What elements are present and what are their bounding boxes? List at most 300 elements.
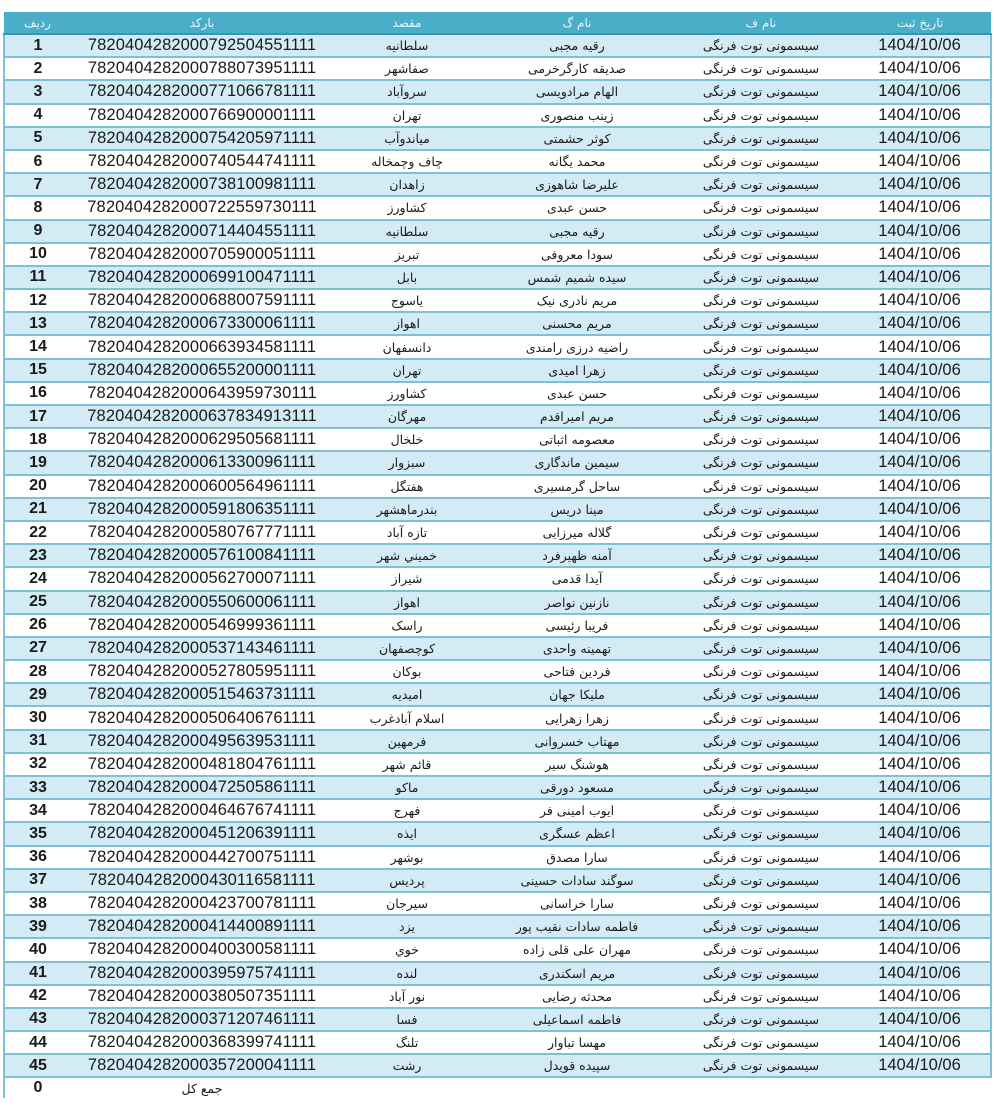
row-number-cell: 14 (4, 335, 71, 358)
total-empty-cell (481, 1077, 673, 1098)
barcode-cell: 7820404282000629505681111 (71, 428, 333, 451)
date-cell: 1404/10/06 (849, 104, 991, 127)
table-row (4, 335, 991, 358)
first-name-cell: سیسمونی توت فرنگی (673, 567, 849, 590)
date-cell: 1404/10/06 (849, 869, 991, 892)
table-header-row (4, 12, 991, 34)
date-cell: 1404/10/06 (849, 660, 991, 683)
total-empty-cell (673, 1077, 849, 1098)
row-number-cell: 20 (4, 475, 71, 498)
row-number-cell: 31 (4, 730, 71, 753)
barcode-cell: 7820404282000688007591111 (71, 289, 333, 312)
date-cell: 1404/10/06 (849, 335, 991, 358)
first-name-cell: سیسمونی توت فرنگی (673, 591, 849, 614)
first-name-cell: سیسمونی توت فرنگی (673, 312, 849, 335)
barcode-cell: 7820404282000481804761111 (71, 753, 333, 776)
destination-cell: ماکو (333, 776, 481, 799)
row-number-cell: 8 (4, 196, 71, 219)
last-name-cell: ایوب امینی فر (481, 799, 673, 822)
destination-cell: مهرگان (333, 405, 481, 428)
table-row (4, 80, 991, 103)
date-cell: 1404/10/06 (849, 892, 991, 915)
table-row (4, 451, 991, 474)
barcode-cell: 7820404282000562700071111 (71, 567, 333, 590)
last-name-cell: سیده شمیم شمس (481, 266, 673, 289)
barcode-cell: 7820404282000506406761111 (71, 706, 333, 729)
row-number-cell: 19 (4, 451, 71, 474)
row-number-cell: 38 (4, 892, 71, 915)
table-row (4, 915, 991, 938)
total-empty-cell (333, 1077, 481, 1098)
barcode-cell: 7820404282000766900001111 (71, 104, 333, 127)
destination-cell: یاسوج (333, 289, 481, 312)
destination-cell: یزد (333, 915, 481, 938)
row-number-cell: 18 (4, 428, 71, 451)
destination-cell: تبریز (333, 243, 481, 266)
destination-cell: کشاورز (333, 196, 481, 219)
barcode-cell: 7820404282000600564961111 (71, 475, 333, 498)
row-number-cell: 16 (4, 382, 71, 405)
destination-cell: چاف وچمخاله (333, 150, 481, 173)
total-label: جمع کل (71, 1077, 333, 1098)
barcode-cell: 7820404282000414400891111 (71, 915, 333, 938)
first-name-cell: سیسمونی توت فرنگی (673, 730, 849, 753)
first-name-cell: سیسمونی توت فرنگی (673, 753, 849, 776)
destination-cell: بندرماهشهر (333, 498, 481, 521)
last-name-cell: کوثر حشمتی (481, 127, 673, 150)
row-number-cell: 24 (4, 567, 71, 590)
table-row (4, 475, 991, 498)
last-name-cell: نازنین نواصر (481, 591, 673, 614)
barcode-cell: 7820404282000400300581111 (71, 938, 333, 961)
first-name-cell: سیسمونی توت فرنگی (673, 1008, 849, 1031)
barcode-cell: 7820404282000368399741111 (71, 1031, 333, 1054)
barcode-cell: 7820404282000792504551111 (71, 34, 333, 57)
barcode-cell: 7820404282000464676741111 (71, 799, 333, 822)
destination-cell: بابل (333, 266, 481, 289)
row-number-cell: 40 (4, 938, 71, 961)
date-cell: 1404/10/06 (849, 289, 991, 312)
first-name-cell: سیسمونی توت فرنگی (673, 57, 849, 80)
table-row (4, 57, 991, 80)
table-row (4, 150, 991, 173)
table-row (4, 1008, 991, 1031)
last-name-cell: فردین فتاحی (481, 660, 673, 683)
header-row-number: ردیف (4, 12, 71, 34)
row-number-cell: 3 (4, 80, 71, 103)
destination-cell: سلطانیه (333, 34, 481, 57)
last-name-cell: فاطمه سادات نقیب پور (481, 915, 673, 938)
last-name-cell: مریم نادری نیک (481, 289, 673, 312)
first-name-cell: سیسمونی توت فرنگی (673, 243, 849, 266)
table-row (4, 799, 991, 822)
last-name-cell: الهام مرادویسی (481, 80, 673, 103)
destination-cell: صفاشهر (333, 57, 481, 80)
barcode-cell: 7820404282000663934581111 (71, 335, 333, 358)
row-number-cell: 43 (4, 1008, 71, 1031)
date-cell: 1404/10/06 (849, 985, 991, 1008)
first-name-cell: سیسمونی توت فرنگی (673, 822, 849, 845)
table-row (4, 173, 991, 196)
first-name-cell: سیسمونی توت فرنگی (673, 405, 849, 428)
destination-cell: نور آباد (333, 985, 481, 1008)
row-number-cell: 13 (4, 312, 71, 335)
date-cell: 1404/10/06 (849, 80, 991, 103)
table-row (4, 359, 991, 382)
destination-cell: فهرج (333, 799, 481, 822)
first-name-cell: سیسمونی توت فرنگی (673, 173, 849, 196)
first-name-cell: سیسمونی توت فرنگی (673, 614, 849, 637)
barcode-cell: 7820404282000580767771111 (71, 521, 333, 544)
destination-cell: ایذه (333, 822, 481, 845)
destination-cell: تازه آباد (333, 521, 481, 544)
row-number-cell: 25 (4, 591, 71, 614)
first-name-cell: سیسمونی توت فرنگی (673, 776, 849, 799)
date-cell: 1404/10/06 (849, 614, 991, 637)
last-name-cell: مهران علی قلی زاده (481, 938, 673, 961)
barcode-cell: 7820404282000576100841111 (71, 544, 333, 567)
date-cell: 1404/10/06 (849, 451, 991, 474)
row-number-cell: 22 (4, 521, 71, 544)
table-row (4, 521, 991, 544)
barcode-cell: 7820404282000442700751111 (71, 846, 333, 869)
date-cell: 1404/10/06 (849, 196, 991, 219)
last-name-cell: زهرا امیدی (481, 359, 673, 382)
table-row (4, 869, 991, 892)
last-name-cell: مسعود دورقی (481, 776, 673, 799)
last-name-cell: معصومه اثباتی (481, 428, 673, 451)
date-cell: 1404/10/06 (849, 521, 991, 544)
row-number-cell: 33 (4, 776, 71, 799)
barcode-cell: 7820404282000546999361111 (71, 614, 333, 637)
last-name-cell: سپیده قویدل (481, 1054, 673, 1077)
last-name-cell: آیدا قدمی (481, 567, 673, 590)
barcode-cell: 7820404282000527805951111 (71, 660, 333, 683)
shipment-table (3, 12, 992, 1098)
date-cell: 1404/10/06 (849, 498, 991, 521)
first-name-cell: سیسمونی توت فرنگی (673, 127, 849, 150)
first-name-cell: سیسمونی توت فرنگی (673, 498, 849, 521)
destination-cell: فسا (333, 1008, 481, 1031)
table-row (4, 892, 991, 915)
last-name-cell: مریم اسکندری (481, 962, 673, 985)
destination-cell: خميني شهر (333, 544, 481, 567)
table-row (4, 266, 991, 289)
first-name-cell: سیسمونی توت فرنگی (673, 150, 849, 173)
last-name-cell: سوگند سادات حسینی (481, 869, 673, 892)
last-name-cell: صدیقه کارگرخرمی (481, 57, 673, 80)
date-cell: 1404/10/06 (849, 799, 991, 822)
row-number-cell: 41 (4, 962, 71, 985)
barcode-cell: 7820404282000430116581111 (71, 869, 333, 892)
table-row (4, 243, 991, 266)
barcode-cell: 7820404282000537143461111 (71, 637, 333, 660)
destination-cell: اهواز (333, 312, 481, 335)
barcode-cell: 7820404282000423700781111 (71, 892, 333, 915)
row-number-cell: 21 (4, 498, 71, 521)
row-number-cell: 5 (4, 127, 71, 150)
date-cell: 1404/10/06 (849, 243, 991, 266)
date-cell: 1404/10/06 (849, 34, 991, 57)
first-name-cell: سیسمونی توت فرنگی (673, 1031, 849, 1054)
first-name-cell: سیسمونی توت فرنگی (673, 475, 849, 498)
row-number-cell: 27 (4, 637, 71, 660)
first-name-cell: سیسمونی توت فرنگی (673, 544, 849, 567)
row-number-cell: 26 (4, 614, 71, 637)
table-body (4, 34, 991, 1098)
row-number-cell: 2 (4, 57, 71, 80)
row-number-cell: 32 (4, 753, 71, 776)
row-number-cell: 23 (4, 544, 71, 567)
last-name-cell: راضیه درزی رامندی (481, 335, 673, 358)
first-name-cell: سیسمونی توت فرنگی (673, 428, 849, 451)
row-number-cell: 39 (4, 915, 71, 938)
date-cell: 1404/10/06 (849, 706, 991, 729)
last-name-cell: سارا خراسانی (481, 892, 673, 915)
table-row (4, 104, 991, 127)
table-row (4, 567, 991, 590)
first-name-cell: سیسمونی توت فرنگی (673, 359, 849, 382)
date-cell: 1404/10/06 (849, 591, 991, 614)
date-cell: 1404/10/06 (849, 637, 991, 660)
row-number-cell: 34 (4, 799, 71, 822)
header-barcode: بارکد (71, 12, 333, 34)
barcode-cell: 7820404282000613300961111 (71, 451, 333, 474)
first-name-cell: سیسمونی توت فرنگی (673, 382, 849, 405)
table-row (4, 196, 991, 219)
last-name-cell: سیمین ماندگاری (481, 451, 673, 474)
date-cell: 1404/10/06 (849, 1054, 991, 1077)
table-row (4, 962, 991, 985)
last-name-cell: حسن عبدی (481, 382, 673, 405)
barcode-cell: 7820404282000515463731111 (71, 683, 333, 706)
first-name-cell: سیسمونی توت فرنگی (673, 938, 849, 961)
date-cell: 1404/10/06 (849, 382, 991, 405)
date-cell: 1404/10/06 (849, 683, 991, 706)
row-number-cell: 12 (4, 289, 71, 312)
table-row (4, 938, 991, 961)
date-cell: 1404/10/06 (849, 150, 991, 173)
first-name-cell: سیسمونی توت فرنگی (673, 80, 849, 103)
table-row (4, 405, 991, 428)
destination-cell: پردیس (333, 869, 481, 892)
table-row (4, 591, 991, 614)
first-name-cell: سیسمونی توت فرنگی (673, 869, 849, 892)
first-name-cell: سیسمونی توت فرنگی (673, 962, 849, 985)
destination-cell: سیرجان (333, 892, 481, 915)
row-number-cell: 45 (4, 1054, 71, 1077)
row-number-cell: 42 (4, 985, 71, 1008)
total-row (4, 1077, 991, 1098)
last-name-cell: سودا معروفی (481, 243, 673, 266)
date-cell: 1404/10/06 (849, 753, 991, 776)
table-row (4, 428, 991, 451)
last-name-cell: زینب منصوری (481, 104, 673, 127)
table-row (4, 127, 991, 150)
last-name-cell: محمد یگانه (481, 150, 673, 173)
date-cell: 1404/10/06 (849, 57, 991, 80)
first-name-cell: سیسمونی توت فرنگی (673, 335, 849, 358)
table-row (4, 846, 991, 869)
destination-cell: اسلام آبادغرب (333, 706, 481, 729)
destination-cell: راسک (333, 614, 481, 637)
last-name-cell: مینا دریس (481, 498, 673, 521)
destination-cell: خلخال (333, 428, 481, 451)
date-cell: 1404/10/06 (849, 822, 991, 845)
row-number-cell: 15 (4, 359, 71, 382)
total-empty-cell (849, 1077, 991, 1098)
row-number-cell: 36 (4, 846, 71, 869)
barcode-cell: 7820404282000738100981111 (71, 173, 333, 196)
first-name-cell: سیسمونی توت فرنگی (673, 846, 849, 869)
date-cell: 1404/10/06 (849, 220, 991, 243)
first-name-cell: سیسمونی توت فرنگی (673, 521, 849, 544)
first-name-cell: سیسمونی توت فرنگی (673, 104, 849, 127)
first-name-cell: سیسمونی توت فرنگی (673, 660, 849, 683)
date-cell: 1404/10/06 (849, 428, 991, 451)
last-name-cell: آمنه ظهیرفرد (481, 544, 673, 567)
destination-cell: تلنگ (333, 1031, 481, 1054)
date-cell: 1404/10/06 (849, 405, 991, 428)
table-row (4, 614, 991, 637)
row-number-cell: 30 (4, 706, 71, 729)
destination-cell: سبزوار (333, 451, 481, 474)
destination-cell: بوشهر (333, 846, 481, 869)
destination-cell: امیدیه (333, 683, 481, 706)
date-cell: 1404/10/06 (849, 915, 991, 938)
table-row (4, 660, 991, 683)
date-cell: 1404/10/06 (849, 1008, 991, 1031)
barcode-cell: 7820404282000495639531111 (71, 730, 333, 753)
barcode-cell: 7820404282000395975741111 (71, 962, 333, 985)
row-number-cell: 35 (4, 822, 71, 845)
destination-cell: دانسفهان (333, 335, 481, 358)
last-name-cell: ملیکا جهان (481, 683, 673, 706)
destination-cell: کشاورز (333, 382, 481, 405)
row-number-cell: 10 (4, 243, 71, 266)
last-name-cell: اعظم عسگری (481, 822, 673, 845)
table-row (4, 985, 991, 1008)
date-cell: 1404/10/06 (849, 1031, 991, 1054)
destination-cell: کوچصفهان (333, 637, 481, 660)
row-number-cell: 29 (4, 683, 71, 706)
destination-cell: زاهدان (333, 173, 481, 196)
barcode-cell: 7820404282000380507351111 (71, 985, 333, 1008)
date-cell: 1404/10/06 (849, 938, 991, 961)
table-row (4, 34, 991, 57)
barcode-cell: 7820404282000699100471111 (71, 266, 333, 289)
barcode-cell: 7820404282000754205971111 (71, 127, 333, 150)
destination-cell: خوي (333, 938, 481, 961)
destination-cell: اهواز (333, 591, 481, 614)
shipment-sheet (3, 12, 990, 1098)
table-row (4, 730, 991, 753)
barcode-cell: 7820404282000722559730111 (71, 196, 333, 219)
row-number-cell: 9 (4, 220, 71, 243)
table-row (4, 1054, 991, 1077)
header-last-name: نام گ (481, 12, 673, 34)
barcode-cell: 7820404282000643959730111 (71, 382, 333, 405)
barcode-cell: 7820404282000714404551111 (71, 220, 333, 243)
first-name-cell: سیسمونی توت فرنگی (673, 451, 849, 474)
table-row (4, 753, 991, 776)
row-number-cell: 11 (4, 266, 71, 289)
date-cell: 1404/10/06 (849, 567, 991, 590)
first-name-cell: سیسمونی توت فرنگی (673, 637, 849, 660)
last-name-cell: مریم امیراقدم (481, 405, 673, 428)
destination-cell: هفتگل (333, 475, 481, 498)
barcode-cell: 7820404282000371207461111 (71, 1008, 333, 1031)
table-row (4, 637, 991, 660)
table-row (4, 1031, 991, 1054)
first-name-cell: سیسمونی توت فرنگی (673, 985, 849, 1008)
destination-cell: تهران (333, 104, 481, 127)
date-cell: 1404/10/06 (849, 846, 991, 869)
date-cell: 1404/10/06 (849, 962, 991, 985)
first-name-cell: سیسمونی توت فرنگی (673, 196, 849, 219)
last-name-cell: مریم محسنی (481, 312, 673, 335)
last-name-cell: تهمینه واحدی (481, 637, 673, 660)
barcode-cell: 7820404282000637834913111 (71, 405, 333, 428)
destination-cell: بوکان (333, 660, 481, 683)
first-name-cell: سیسمونی توت فرنگی (673, 799, 849, 822)
destination-cell: تهران (333, 359, 481, 382)
last-name-cell: رقیه مجبی (481, 34, 673, 57)
date-cell: 1404/10/06 (849, 475, 991, 498)
total-value: 0 (4, 1077, 71, 1098)
last-name-cell: حسن عبدی (481, 196, 673, 219)
barcode-cell: 7820404282000705900051111 (71, 243, 333, 266)
barcode-cell: 7820404282000788073951111 (71, 57, 333, 80)
barcode-cell: 7820404282000673300061111 (71, 312, 333, 335)
date-cell: 1404/10/06 (849, 730, 991, 753)
row-number-cell: 17 (4, 405, 71, 428)
row-number-cell: 6 (4, 150, 71, 173)
table-row (4, 683, 991, 706)
first-name-cell: سیسمونی توت فرنگی (673, 706, 849, 729)
date-cell: 1404/10/06 (849, 776, 991, 799)
table-row (4, 776, 991, 799)
date-cell: 1404/10/06 (849, 544, 991, 567)
first-name-cell: سیسمونی توت فرنگی (673, 266, 849, 289)
destination-cell: سروآباد (333, 80, 481, 103)
last-name-cell: سارا مصدق (481, 846, 673, 869)
barcode-cell: 7820404282000550600061111 (71, 591, 333, 614)
table-row (4, 498, 991, 521)
row-number-cell: 28 (4, 660, 71, 683)
destination-cell: میاندوآب (333, 127, 481, 150)
last-name-cell: محدثه رضایی (481, 985, 673, 1008)
first-name-cell: سیسمونی توت فرنگی (673, 34, 849, 57)
table-row (4, 289, 991, 312)
barcode-cell: 7820404282000472505861111 (71, 776, 333, 799)
first-name-cell: سیسمونی توت فرنگی (673, 915, 849, 938)
row-number-cell: 1 (4, 34, 71, 57)
date-cell: 1404/10/06 (849, 173, 991, 196)
barcode-cell: 7820404282000357200041111 (71, 1054, 333, 1077)
barcode-cell: 7820404282000771066781111 (71, 80, 333, 103)
first-name-cell: سیسمونی توت فرنگی (673, 683, 849, 706)
barcode-cell: 7820404282000451206391111 (71, 822, 333, 845)
barcode-cell: 7820404282000655200001111 (71, 359, 333, 382)
last-name-cell: زهرا زهرایی (481, 706, 673, 729)
destination-cell: قائم شهر (333, 753, 481, 776)
first-name-cell: سیسمونی توت فرنگی (673, 1054, 849, 1077)
date-cell: 1404/10/06 (849, 266, 991, 289)
table-row (4, 312, 991, 335)
header-date: تاریخ ثبت (849, 12, 991, 34)
date-cell: 1404/10/06 (849, 359, 991, 382)
